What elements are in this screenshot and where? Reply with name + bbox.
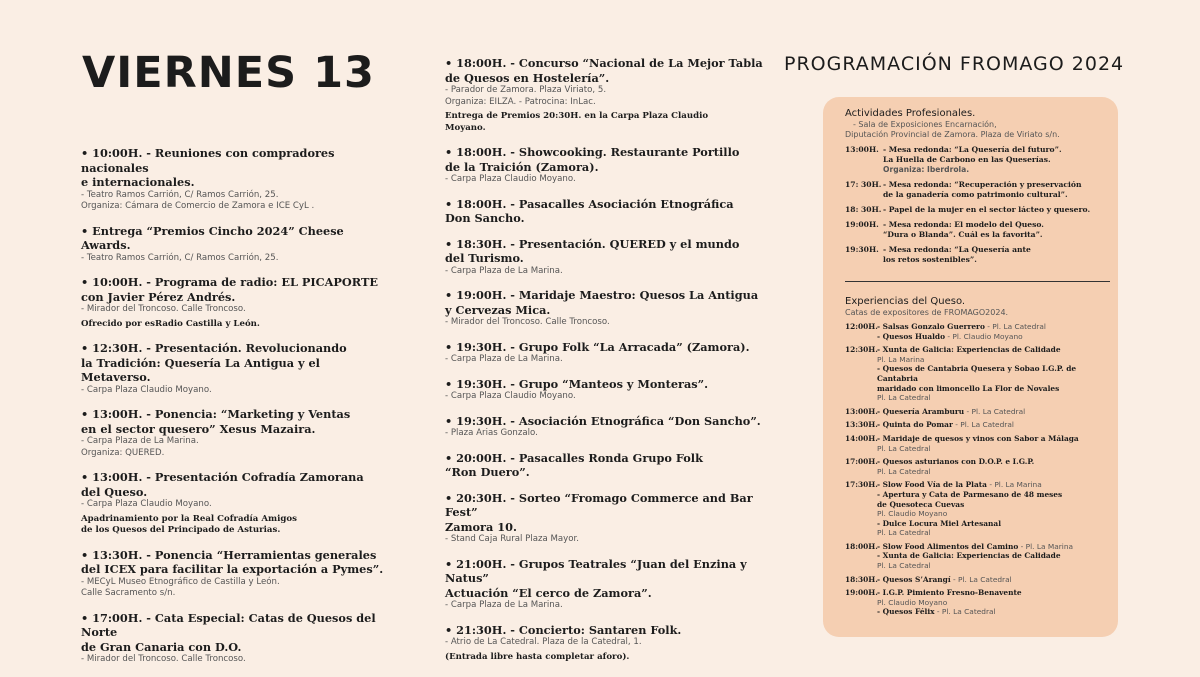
event-item [81,548,391,600]
experience-body [877,575,1012,585]
experience-entry [845,345,1110,355]
experience-body [877,364,1110,393]
experience-body [877,607,996,617]
event-location: Organiza: QUERED. [81,447,165,458]
experience-body [877,434,1079,444]
event-location: - Carpa Plaza Claudio Moyano. [445,391,576,401]
professional-organizer: Organiza: Iberdrola. [883,165,970,174]
event-item [445,623,775,664]
event-item [445,451,775,480]
event-item [81,470,391,537]
event-title: y Cervezas Mica. [445,302,551,317]
event-item [445,557,775,612]
experience-name: - Apertura y Cata de Parmesano de 48 meses [877,489,1063,499]
event-location: - Carpa Plaza de La Marina. [445,354,563,364]
event-title: Actuación “El cerco de Zamora”. [445,585,652,600]
event-title: • 17:00H. - Cata Especial: Catas de Quesos del Norte [81,610,376,639]
experience-entry [845,575,1110,585]
event-title: • 19:30H. - Asociación Etnográfica “Don Sancho”. [445,413,761,428]
experience-entry [845,588,1110,598]
experience-place: - Pl. Claudio Moyano [947,331,1023,341]
experience-place: Pl. Claudio Moyano [877,509,948,519]
program-card [823,97,1118,637]
experience-body [877,480,1042,490]
experience-body [877,420,1014,430]
event-title: en el sector quesero” Xesus Mazaira. [81,421,316,436]
professional-item-line [845,245,1110,255]
experience-time: 18:00H. [845,541,878,551]
professional-item-line [845,220,1110,230]
event-item [81,611,391,666]
event-location: - Carpa Plaza Claudio Moyano. [81,384,212,395]
experience-body [877,332,1023,342]
experience-place: Pl. Claudio Moyano [877,597,948,607]
event-title: del Queso. [81,484,148,499]
event-location: - MECyL Museo Etnográfico de Castilla y León. [81,576,280,587]
event-title: del ICEX para facilitar la exportación a Pymes”. [81,562,384,576]
experience-slot [845,588,1110,617]
experience-name: - Quesos de Cantabria Quesera y Sobao I.G.P. de Cantabria [877,364,1077,383]
event-title: • 21:30H. - Concierto: Santaren Folk. [445,622,682,637]
event-item [445,377,775,403]
event-location: - Atrio de La Catedral. Plaza de la Catedral, 1. [445,637,642,647]
experience-entry [845,322,1110,332]
event-title: del Turismo. [445,251,524,265]
event-location: - Carpa Plaza de La Marina. [445,600,563,610]
event-location: - Teatro Ramos Carrión, C/ Ramos Carrión, 25. [81,252,279,263]
experience-slot [845,345,1110,403]
experience-entry [845,457,1110,467]
experience-name: - Quesos Hualdo [877,331,946,341]
experiences-subtitle: Catas de expositores de FROMAGO2024. [845,308,1009,317]
experience-name: - Quinta do Pomar [877,420,953,430]
professional-time: 19:30H. [845,245,879,254]
event-title: la Tradición: Quesería La Antigua y el Metaverso. [81,355,320,384]
event-title: • 19:30H. - Grupo “Manteos y Monteras”. [445,376,709,391]
experience-body [877,457,1034,467]
experience-slot [845,407,1110,417]
professional-title: - Mesa redonda: “La Quesería ante [883,245,1031,254]
experience-name: - Quesos S’Arangí [877,574,951,584]
event-title: Don Sancho. [445,211,525,225]
event-extra-note: Entrega de Premios 20:30H. en la Carpa Plaza Claudio Moyano. [445,111,709,133]
experience-time: 18:30H. [845,574,878,584]
experience-slot [845,434,1110,453]
experience-time: 13:00H. [845,406,878,416]
event-location: Organiza: EILZA. - Patrocina: InLac. [445,96,596,107]
professional-items [845,145,1110,265]
experience-entry [845,542,1110,552]
event-item [445,340,775,366]
experience-body [877,542,1073,552]
section-divider [845,281,1110,282]
event-extra-note: Ofrecido por esRadio Castilla y León. [81,318,260,329]
event-item [445,197,775,226]
experience-name: - Dulce Locura Miel Artesanal [877,518,1001,528]
experience-name: - Quesos asturianos con D.O.P. e I.G.P. [877,457,1035,467]
event-title: • 18:30H. - Presentación. QUERED y el mundo [445,236,740,251]
event-title: • 19:00H. - Maridaje Maestro: Quesos La Antigua [445,288,759,302]
experience-entry [845,420,1110,430]
experience-body [877,519,1001,529]
event-title: de Quesos en Hostelería”. [445,70,610,85]
experience-place: - Pl. La Catedral [987,322,1046,331]
experience-body [877,322,1046,332]
event-item [445,237,775,278]
event-location: - Mirador del Troncoso. Calle Troncoso. [81,654,246,664]
event-location: - Carpa Plaza Claudio Moyano. [445,174,576,184]
experience-entry [845,364,1110,393]
event-title: Zamora 10. [445,519,517,534]
experience-place: Pl. La Catedral [877,393,931,403]
event-title: • 12:30H. - Presentación. Revolucionando [81,341,347,355]
experience-time [845,490,877,509]
professional-venue: - Sala de Exposiciones Encarnación, [853,120,997,129]
experience-name: - Slow Food Vía de la Plata [877,480,987,490]
experience-place: - Pl. La Catedral [966,406,1026,416]
experience-name: - Xunta de Galicia: Experiencias de Calidade [877,345,1061,355]
experience-name: - Maridaje de quesos y vinos con Sabor a Málaga [877,433,1079,443]
experience-name: - Slow Food Alimentos del Camino [877,541,1019,551]
event-location: Organiza: Cámara de Comercio de Zamora e ICE CyL . [81,201,315,211]
experience-slot [845,457,1110,476]
experience-body [877,588,1022,598]
event-location: - Carpa Plaza de La Marina. [445,265,563,276]
experience-name: de Quesoteca Cuevas [877,499,965,509]
professional-title: - Mesa redonda: El modelo del Queso. [883,220,1044,229]
event-item [81,407,391,459]
experience-body [877,407,1025,417]
professional-activities-section [845,108,1110,265]
day-title: VIERNES 13 [82,48,375,98]
event-title: con Javier Pérez Andrés. [81,289,236,304]
professional-item-line [845,205,1110,215]
experience-entry [845,407,1110,417]
professional-title-continued: los retos sostenibles”. [883,255,977,264]
professional-item [845,205,1110,215]
event-title: • 13:30H. - Ponencia “Herramientas generales [81,547,377,562]
experience-time [845,332,877,342]
cheese-experiences-section [845,296,1110,617]
event-location: Calle Sacramento s/n. [81,588,176,598]
event-title: • Entrega “Premios Cincho 2024” Cheese Awards. [81,223,344,252]
experience-place: - Pl. La Catedral [936,607,996,617]
experience-time: 19:00H. [845,588,878,598]
experience-entry [845,480,1110,490]
event-title: • 13:00H. - Presentación Cofradía Zamorana [81,470,364,484]
professional-item-line [845,180,1110,190]
professional-time: 17: 30H. [845,180,882,189]
experience-entry [845,551,1110,561]
event-title: e internacionales. [81,175,195,189]
professional-time: 19:00H. [845,220,879,229]
experience-place: Pl. La Catedral [877,528,931,538]
experience-place: - Pl. La Marina [989,480,1042,490]
experience-name: - I.G.P. Pimiento Fresno-Benavente [877,588,1022,598]
professional-venue-address: Diputación Provincial de Zamora. Plaza de Viriato s/n. [845,130,1060,139]
experience-place: Pl. La Marina [877,354,925,364]
experience-time: 13:30H. [845,420,878,430]
event-location: - Plaza Arias Gonzalo. [445,428,538,438]
event-location: - Teatro Ramos Carrión, C/ Ramos Carrión, 25. [81,189,279,200]
event-title: de la Traición (Zamora). [445,159,599,174]
experience-entry [845,519,1110,529]
event-title: • 18:00H. - Pasacalles Asociación Etnográfica [445,196,734,211]
event-item [445,145,775,186]
event-title: • 21:00H. - Grupos Teatrales “Juan del Enzina y Natus” [445,556,747,585]
professional-item [845,220,1110,240]
experience-place: - Pl. La Catedral [953,574,1012,584]
event-item [81,341,391,396]
experience-place: Pl. La Catedral [877,443,931,453]
event-title: “Ron Duero”. [445,465,530,479]
event-extra-note: (Entrada libre hasta completar aforo). [445,651,630,662]
experience-body [877,551,1061,561]
event-extra-note: Apadrinamiento por la Real Cofradía Amigos de los Quesos del Principado de Asturias. [81,513,297,535]
experience-slot [845,480,1110,538]
experience-time: 17:30H. [845,480,878,490]
event-title: • 18:00H. - Showcooking. Restaurante Portillo [445,145,740,159]
professional-title: - Mesa redonda: “Recuperación y preservación [883,180,1082,189]
event-title: • 10:00H. - Programa de radio: EL PICAPORTE [81,275,378,289]
experience-time [845,551,877,561]
event-item [81,146,391,213]
professional-title: - Mesa redonda: “La Quesería del futuro”. [883,145,1062,154]
experience-place: Pl. La Catedral [877,466,931,476]
event-item [445,288,775,329]
event-location: - Parador de Zamora. Plaza Viriato, 5. [445,85,607,95]
experience-name: maridado con limoncello La Flor de Novales [877,383,1060,393]
experience-time [845,607,877,617]
program-title: PROGRAMACIÓN FROMAGO 2024 [784,53,1125,75]
experience-time [845,364,877,393]
experience-place: - Pl. La Marina [1020,541,1074,551]
event-item [445,491,775,546]
experience-time [845,519,877,529]
experience-entry [845,607,1110,617]
experience-place: - Pl. La Catedral [955,420,1014,430]
experience-body [877,490,1062,509]
professional-title-continued: “Dura o Blanda”. Cuál es la favorita”. [883,230,1043,239]
professional-title-continued: La Huella de Carbono en las Queserías. [883,155,1051,164]
event-item [445,414,775,440]
professional-item [845,180,1110,200]
event-title: • 13:00H. - Ponencia: “Marketing y Ventas [81,407,351,421]
experience-entry [845,490,1110,509]
event-location: - Mirador del Troncoso. Calle Troncoso. [81,304,246,314]
event-title: • 10:00H. - Reuniones con compradores nacionales [81,146,335,175]
professional-item [845,245,1110,265]
event-item [445,56,775,134]
event-location: - Carpa Plaza de La Marina. [81,436,199,446]
professional-time: 13:00H. [845,145,879,154]
experience-slot [845,542,1110,571]
experience-slot [845,420,1110,430]
professional-title-continued: de la ganadería como patrimonio cultural”. [883,190,1068,199]
experience-name: - Quesería Aramburu [877,406,965,416]
professional-item [845,145,1110,175]
experience-name: - Xunta de Galicia: Experiencias de Calidade [877,551,1061,561]
event-title: • 19:30H. - Grupo Folk “La Arracada” (Zamora). [445,339,750,354]
event-item [81,224,391,265]
experience-name: - Salsas Gonzalo Guerrero [877,322,985,331]
experience-time: 12:30H. [845,345,878,355]
professional-title: - Papel de la mujer en el sector lácteo y quesero. [883,205,1091,214]
experiences-heading: Experiencias del Queso. [845,296,966,307]
professional-heading: Actividades Profesionales. [845,108,976,119]
experience-entry [845,434,1110,444]
event-title: • 20:00H. - Pasacalles Ronda Grupo Folk [445,450,703,465]
professional-item-line [845,145,1110,155]
experience-time: 14:00H. [845,433,878,443]
event-location: - Mirador del Troncoso. Calle Troncoso. [445,317,610,327]
event-title: • 18:00H. - Concurso “Nacional de La Mejor Tabla [445,56,763,70]
experience-place: Pl. La Catedral [877,561,931,571]
event-location: - Stand Caja Rural Plaza Mayor. [445,534,580,544]
experience-slot [845,575,1110,585]
experience-name: - Quesos Félix [877,607,935,617]
experience-body [877,345,1061,355]
schedule-column-middle [445,56,775,674]
schedule-column-left [81,146,391,677]
experience-time: 12:00H. [845,322,878,331]
experience-slot [845,322,1110,341]
professional-time: 18: 30H. [845,205,882,214]
experiences-items [845,322,1110,617]
event-title: de Gran Canaria con D.O. [81,639,242,654]
experience-entry [845,332,1110,342]
event-item [81,275,391,330]
event-title: • 20:30H. - Sorteo “Fromago Commerce and Bar Fest” [445,490,753,519]
event-location: - Carpa Plaza Claudio Moyano. [81,499,212,509]
experience-time: 17:00H. [845,457,878,467]
